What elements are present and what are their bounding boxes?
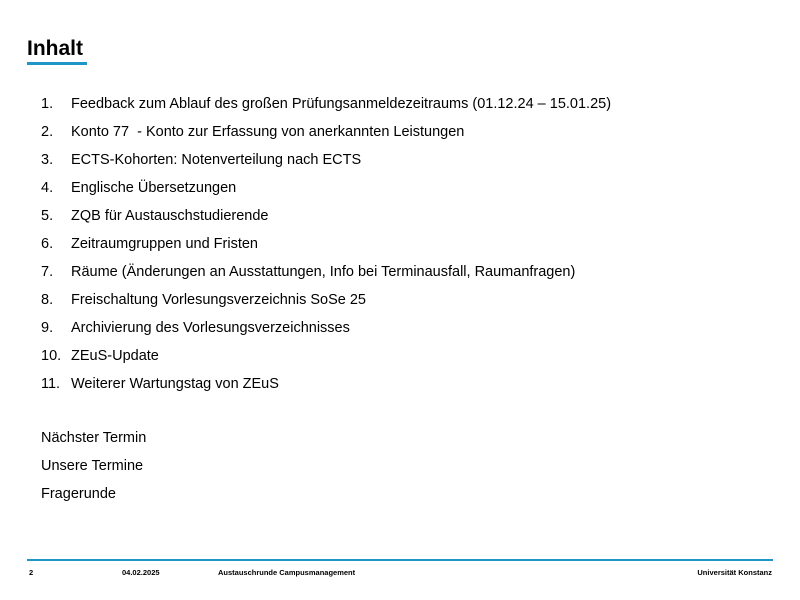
agenda-item xyxy=(41,258,611,286)
agenda-item-number: 6. xyxy=(41,236,54,252)
extra-item-our-dates: Unsere Termine xyxy=(41,458,144,474)
agenda-item-number: 8. xyxy=(41,292,54,308)
extra-item-next-date: Nächster Termin xyxy=(41,430,147,446)
agenda-item xyxy=(41,174,611,202)
footer-date: 04.02.2025 xyxy=(122,568,160,577)
extra-item-questions: Fragerunde xyxy=(41,486,116,502)
agenda-item-number: 1. xyxy=(41,96,54,112)
agenda-item-text: ZEuS-Update xyxy=(71,348,159,364)
agenda-list xyxy=(41,90,611,398)
agenda-item-number: 3. xyxy=(41,152,54,168)
slide-title: Inhalt xyxy=(27,37,83,60)
footer-page-number: 2 xyxy=(29,568,34,577)
agenda-item-number: 9. xyxy=(41,320,54,336)
agenda-item-number: 4. xyxy=(41,180,54,196)
agenda-item xyxy=(41,230,611,258)
agenda-item-text: Räume (Änderungen an Ausstattungen, Info bei Terminausfall, Raumanfragen) xyxy=(71,264,576,280)
agenda-item-text: Englische Übersetzungen xyxy=(71,180,237,196)
agenda-item xyxy=(41,314,611,342)
agenda-item-text: Freischaltung Vorlesungsverzeichnis SoSe 25 xyxy=(71,292,366,308)
agenda-item-text: ECTS-Kohorten: Notenverteilung nach ECTS xyxy=(71,152,362,168)
footer-event-title: Austauschrunde Campusmanagement xyxy=(218,568,356,577)
agenda-item xyxy=(41,202,611,230)
agenda-item xyxy=(41,146,611,174)
agenda-item-text: Feedback zum Ablauf des großen Prüfungsanmeldezeitraums (01.12.24 – 15.01.25) xyxy=(71,96,612,112)
agenda-item-text: ZQB für Austauschstudierende xyxy=(71,208,269,224)
agenda-item xyxy=(41,90,611,118)
agenda-item-number: 7. xyxy=(41,264,54,280)
agenda-item-text: Archivierung des Vorlesungsverzeichnisses xyxy=(71,320,350,336)
agenda-item-number: 11. xyxy=(41,376,61,392)
footer-rule xyxy=(27,559,773,561)
agenda-item xyxy=(41,342,611,370)
agenda-item xyxy=(41,118,611,146)
agenda-item-text: Weiterer Wartungstag von ZEuS xyxy=(71,376,279,392)
footer-organization: Universität Konstanz xyxy=(697,568,772,577)
agenda-item xyxy=(41,370,611,398)
title-underline xyxy=(27,62,87,65)
agenda-item-text: Konto 77 - Konto zur Erfassung von anerkannten Leistungen xyxy=(71,124,465,140)
extra-list xyxy=(41,424,146,508)
agenda-item xyxy=(41,286,611,314)
agenda-item-number: 2. xyxy=(41,124,54,140)
agenda-item-text: Zeitraumgruppen und Fristen xyxy=(71,236,258,252)
agenda-item-number: 5. xyxy=(41,208,54,224)
agenda-item-number: 10. xyxy=(41,348,62,364)
